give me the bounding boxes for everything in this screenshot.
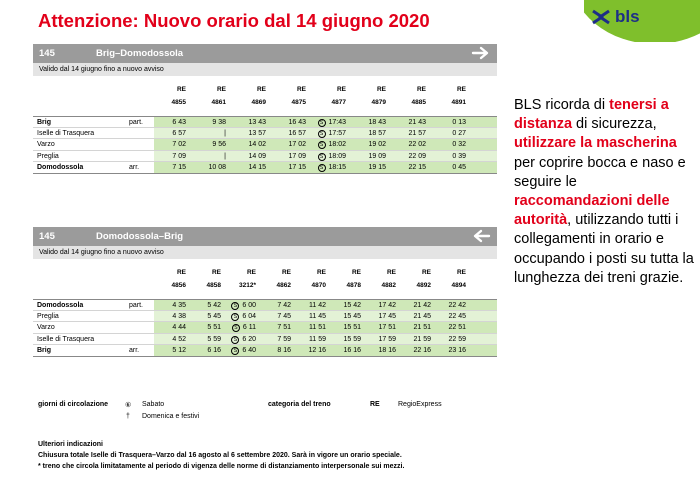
saturday-mark-icon: S: [318, 119, 326, 127]
train-category: RE: [256, 86, 266, 93]
saturday-mark-icon: S: [318, 130, 326, 138]
train-number: 4885: [411, 99, 426, 106]
train-category: RE: [351, 269, 361, 276]
notes-line-2: * treno che circola limitatamente al periodo di vigenza delle norme di distanziamento interpersonale sui mezzi.: [38, 463, 405, 470]
table-row: [33, 345, 497, 357]
train-category: RE: [456, 269, 466, 276]
table-row: [33, 162, 497, 174]
line-number: 145: [39, 48, 55, 59]
table-row: [33, 151, 497, 163]
station-name: Varzo: [37, 324, 55, 331]
legend-re-name: RegioExpress: [398, 401, 442, 408]
departure-time: S 6 40: [208, 345, 256, 357]
page-title: Attenzione: Nuovo orario dal 14 giugno 2020: [38, 10, 430, 31]
departure-time: 8 16: [277, 347, 291, 354]
timetable-brig-domodossola: [33, 44, 497, 174]
departure-time: 15 42: [343, 302, 361, 309]
departure-time: 13 57: [248, 129, 266, 137]
departure-time: 14 02: [248, 141, 266, 148]
departure-arrival-note: arr.: [129, 164, 140, 171]
legend-saturday-symbol: ⑥: [125, 402, 132, 409]
train-category: RE: [316, 269, 326, 276]
timetable-domodossola-brig: [33, 227, 497, 357]
message-text: per coprire bocca e naso e seguire le: [514, 154, 686, 190]
departure-time: 6 57: [172, 129, 186, 137]
departure-time: 17 15: [288, 164, 306, 171]
train-category: RE: [416, 86, 426, 93]
departure-time: 18 43: [368, 119, 386, 126]
departure-time: 17 51: [378, 324, 396, 331]
departure-time: 22 09: [408, 152, 426, 160]
departure-time: 17 02: [288, 141, 306, 148]
departure-time: 22 16: [413, 347, 431, 354]
departure-time: 5 45: [207, 312, 221, 320]
departure-time: 7 42: [277, 302, 291, 309]
train-column-header: [418, 268, 466, 291]
validity-note: Valido dal 14 giugno fino a nuovo avviso: [33, 63, 497, 76]
message-highlight: tenersi a distanza: [514, 97, 669, 133]
departure-time: S 6 20: [208, 334, 256, 346]
station-name: Preglia: [37, 312, 59, 320]
departure-time: 0 39: [452, 152, 466, 160]
station-name: Brig: [37, 347, 51, 354]
line-number: 145: [39, 231, 55, 242]
departure-time: 5 42: [207, 302, 221, 309]
departure-time: S 18:09: [298, 151, 346, 163]
train-category: RE: [421, 269, 431, 276]
departure-time: 22 45: [448, 312, 466, 320]
departure-arrival-note: part.: [129, 119, 144, 126]
departure-time: 10 08: [208, 164, 226, 171]
departure-time: 12 16: [308, 347, 326, 354]
departure-time: 23 16: [448, 347, 466, 354]
train-number: 4856: [171, 282, 186, 289]
train-category: RE: [211, 269, 221, 276]
train-category: RE: [176, 86, 186, 93]
route-name: Brig–Domodossola: [96, 48, 184, 59]
departure-time: 7 51: [277, 324, 291, 331]
train-number: 4855: [171, 99, 186, 106]
departure-time: S 6 04: [208, 311, 256, 323]
station-name: Iselle di Trasquera: [37, 129, 95, 137]
train-number: 4861: [211, 99, 226, 106]
message-text: di sicurezza,: [572, 116, 657, 133]
departure-time: 11 51: [309, 324, 326, 331]
departure-time: 15 51: [343, 324, 361, 331]
departure-time: 17 59: [378, 335, 396, 343]
bls-logo: [590, 6, 640, 28]
bls-logo-icon: [590, 8, 612, 26]
departure-time: 6 43: [172, 119, 186, 126]
departure-time: 15 45: [343, 312, 361, 320]
departure-time: 19 15: [368, 164, 386, 171]
safety-message: [514, 96, 694, 288]
timetable-header: [33, 227, 497, 246]
departure-time: 4 35: [172, 302, 186, 309]
legend-category-label: categoria del treno: [268, 401, 331, 408]
departure-time: 16 57: [288, 129, 306, 137]
train-number: 4879: [371, 99, 386, 106]
table-row: [33, 116, 497, 128]
departure-time: 21 51: [413, 324, 431, 331]
departure-time: 7 59: [277, 335, 291, 343]
route-name: Domodossola–Brig: [96, 231, 184, 242]
departure-time: 4 52: [172, 335, 186, 343]
departure-time: 9 38: [212, 119, 226, 126]
departure-time: 4 38: [172, 312, 186, 320]
train-number: 4877: [331, 99, 346, 106]
departure-time: |: [224, 129, 226, 137]
departure-time: 13 43: [248, 119, 266, 126]
departure-time: 22 15: [408, 164, 426, 171]
departure-time: 0 27: [452, 129, 466, 137]
validity-note: Valido dal 14 giugno fino a nuovo avviso: [33, 246, 497, 259]
departure-time: 18 57: [368, 129, 386, 137]
departure-time: 7 15: [172, 164, 186, 171]
departure-time: 0 32: [452, 141, 466, 148]
departure-time: S 17:57: [298, 128, 346, 140]
arrow-right-icon: [471, 45, 491, 61]
train-category: RE: [296, 86, 306, 93]
train-number: 4882: [381, 282, 396, 289]
saturday-mark-icon: S: [231, 313, 239, 321]
train-columns: [33, 259, 497, 299]
departure-time: 16 43: [288, 119, 306, 126]
departure-time: S 18:15: [298, 162, 346, 174]
legend-sunday: Domenica e festivi: [142, 413, 200, 420]
departure-time: 7 45: [277, 312, 291, 320]
saturday-mark-icon: S: [318, 141, 326, 149]
train-category: RE: [376, 86, 386, 93]
table-row: [33, 128, 497, 140]
station-name: Brig: [37, 119, 51, 126]
train-number: 4862: [276, 282, 291, 289]
saturday-mark-icon: S: [232, 324, 240, 332]
departure-time: 17 45: [378, 312, 396, 320]
table-row: [33, 299, 497, 311]
departure-time: 16 16: [343, 347, 361, 354]
timetable-rows: [33, 299, 497, 357]
table-row: [33, 334, 497, 346]
departure-time: 11 59: [309, 335, 326, 343]
table-row: [33, 311, 497, 323]
departure-time: 21 45: [413, 312, 431, 320]
station-name: Domodossola: [37, 302, 84, 309]
train-category: RE: [336, 86, 346, 93]
train-number: 4869: [251, 99, 266, 106]
departure-time: 17 09: [288, 152, 306, 160]
departure-time: 0 45: [452, 164, 466, 171]
departure-time: 7 09: [172, 152, 186, 160]
departure-time: 17 42: [378, 302, 396, 309]
station-name: Domodossola: [37, 164, 84, 171]
train-number: 3212*: [239, 282, 256, 289]
saturday-mark-icon: S: [231, 347, 239, 355]
departure-time: 7 02: [172, 141, 186, 148]
saturday-mark-icon: S: [318, 164, 326, 172]
train-category: RE: [246, 269, 256, 276]
train-category: RE: [456, 86, 466, 93]
message-highlight: utilizzare la mascherina: [514, 135, 677, 152]
timetable-header: [33, 44, 497, 63]
train-number: 4858: [206, 282, 221, 289]
departure-time: 11 42: [309, 302, 326, 309]
train-columns: [33, 76, 497, 116]
train-category: RE: [216, 86, 226, 93]
train-column-header: [418, 85, 466, 108]
departure-time: 19 09: [368, 152, 386, 160]
departure-time: 22 02: [408, 141, 426, 148]
arrow-left-icon: [471, 228, 491, 244]
train-number: 4892: [416, 282, 431, 289]
message-text: , utilizzando tutti i collegamenti in orario e occupando i posti su tutta la lunghezza dei treni grazie.: [514, 212, 694, 286]
train-number: 4894: [451, 282, 466, 289]
departure-time: 22 51: [448, 324, 466, 331]
legend-re-code: RE: [370, 401, 380, 408]
station-name: Varzo: [37, 141, 55, 148]
train-number: 4870: [311, 282, 326, 289]
departure-time: 21 43: [408, 119, 426, 126]
departure-time: 14 09: [248, 152, 266, 160]
saturday-mark-icon: S: [231, 302, 239, 310]
departure-time: S 6 11: [208, 322, 256, 334]
train-number: 4875: [291, 99, 306, 106]
departure-time: 11 45: [309, 312, 326, 320]
additional-notes: [38, 439, 498, 472]
train-category: RE: [386, 269, 396, 276]
notes-line-1: Chiusura totale Iselle di Trasquera–Varzo dal 16 agosto al 6 settembre 2020. Sarà in vigore un orario speciale.: [38, 452, 402, 459]
departure-time: S 17:43: [298, 117, 346, 129]
departure-time: 22 42: [448, 302, 466, 309]
departure-time: 14 15: [248, 164, 266, 171]
departure-time: S 6 00: [208, 300, 256, 312]
departure-arrival-note: arr.: [129, 347, 140, 354]
table-row: [33, 139, 497, 151]
departure-time: 5 12: [172, 347, 186, 354]
train-number: 4878: [346, 282, 361, 289]
departure-time: 21 42: [413, 302, 431, 309]
train-category: RE: [281, 269, 291, 276]
departure-time: 6 16: [207, 347, 221, 354]
table-row: [33, 322, 497, 334]
saturday-mark-icon: S: [231, 336, 239, 344]
notes-title: Ulteriori indicazioni: [38, 441, 103, 448]
departure-time: 21 59: [413, 335, 431, 343]
train-category: RE: [176, 269, 186, 276]
departure-time: 5 51: [207, 324, 221, 331]
departure-time: 5 59: [207, 335, 221, 343]
departure-time: |: [224, 152, 226, 160]
train-number: 4891: [451, 99, 466, 106]
saturday-mark-icon: S: [318, 153, 326, 161]
departure-time: 22 59: [448, 335, 466, 343]
message-text: BLS ricorda di: [514, 97, 610, 113]
legend-days-label: giorni di circolazione: [38, 401, 109, 408]
departure-time: 4 44: [172, 324, 186, 331]
station-name: Iselle di Trasquera: [37, 335, 95, 343]
message-highlight: raccomandazioni delle autorità: [514, 193, 670, 229]
station-name: Preglia: [37, 152, 59, 160]
departure-time: S 18:02: [298, 139, 346, 151]
departure-time: 21 57: [408, 129, 426, 137]
departure-time: 9 56: [212, 141, 226, 148]
departure-time: 19 02: [368, 141, 386, 148]
bls-logo-text: bls: [615, 7, 640, 26]
departure-arrival-note: part.: [129, 302, 144, 309]
departure-time: 18 16: [378, 347, 396, 354]
departure-time: 0 13: [452, 119, 466, 126]
departure-time: 15 59: [343, 335, 361, 343]
timetable-rows: [33, 116, 497, 174]
legend-sunday-symbol: †: [126, 413, 130, 420]
legend-saturday: Sabato: [142, 401, 165, 408]
